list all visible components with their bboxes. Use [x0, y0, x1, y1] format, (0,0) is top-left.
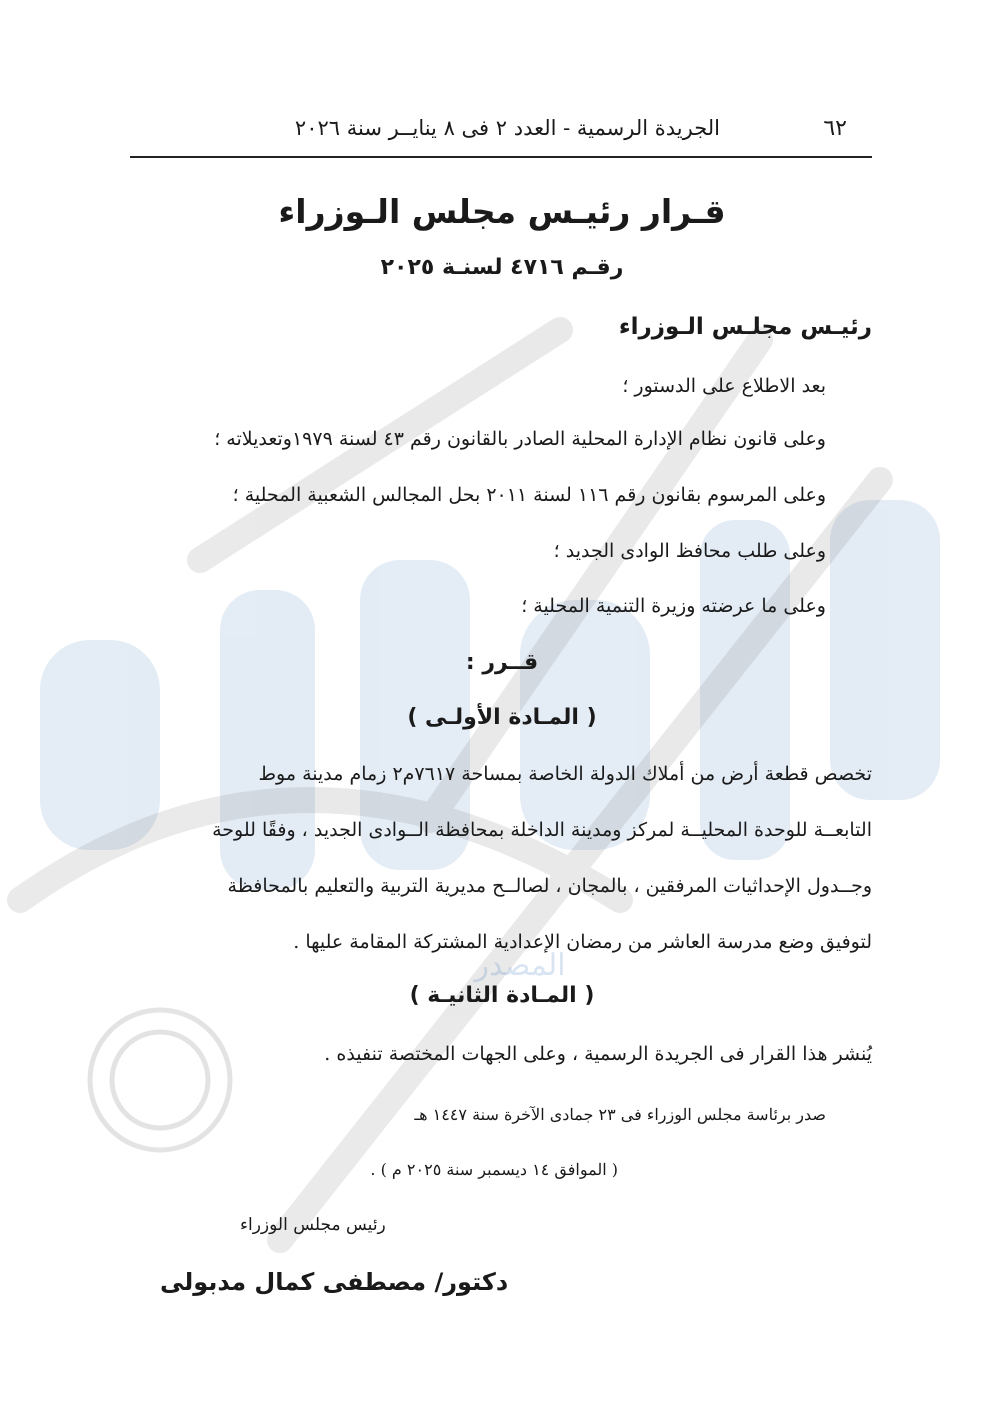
article-1-line: التابعــة للوحدة المحليــة لمركز ومدينة الداخلة بمحافظة الــوادى الجديد ، وفقًا للوحة — [212, 819, 872, 841]
header-rule — [130, 156, 872, 158]
recital-line: وعلى ما عرضته وزيرة التنمية المحلية ؛ — [521, 595, 826, 617]
issued-line: صدر برئاسة مجلس الوزراء فى ٢٣ جمادى الآخرة سنة ١٤٤٧ هـ — [414, 1105, 826, 1124]
recital-line: بعد الاطلاع على الدستور ؛ — [622, 375, 826, 397]
preamble-heading: رئيـس مجلـس الـوزراء — [618, 314, 872, 340]
watermark-letter-shape — [220, 590, 315, 890]
article-1-line: تخصص قطعة أرض من أملاك الدولة الخاصة بمساحة ٧٦١٧م٢ زمام مدينة موط — [258, 763, 872, 785]
watermark-letter-shape — [700, 520, 790, 860]
article-2-text: يُنشر هذا القرار فى الجريدة الرسمية ، وعلى الجهات المختصة تنفيذه . — [324, 1043, 872, 1065]
decided-label: قــرر : — [465, 650, 539, 675]
recital-line: وعلى طلب محافظ الوادى الجديد ؛ — [553, 540, 826, 562]
article-1-heading: ( المـادة الأولـى ) — [407, 705, 597, 730]
ministry-seal — [90, 1010, 230, 1150]
decree-number: رقـم ٤٧١٦ لسنـة ٢٠٢٥ — [380, 255, 624, 280]
article-1-line: لتوفيق وضع مدرسة العاشر من رمضان الإعدادية المشتركة المقامة عليها . — [293, 931, 872, 953]
watermark-swoosh — [280, 480, 880, 1240]
recital-line: وعلى قانون نظام الإدارة المحلية الصادر بالقانون رقم ٤٣ لسنة ١٩٧٩وتعديلاته ؛ — [214, 428, 826, 450]
article-1-line: وجــدول الإحداثيات المرفقين ، بالمجان ، لصالــح مديرية التربية والتعليم بالمحافظة — [227, 875, 872, 897]
watermark-text: المصدر — [474, 949, 566, 982]
page-number: ٦٢ — [823, 116, 847, 141]
issued-gregorian-line: ( الموافق ١٤ ديسمبر سنة ٢٠٢٥ م ) . — [370, 1160, 618, 1179]
decree-title: قـرار رئيـس مجلس الـوزراء — [278, 192, 726, 231]
signature-title: رئيس مجلس الوزراء — [240, 1215, 386, 1235]
watermark-swoosh — [430, 340, 760, 820]
article-2-heading: ( المـادة الثانيـة ) — [409, 983, 595, 1008]
signature-name: دكتور/ مصطفى كمال مدبولى — [160, 1268, 509, 1296]
gazette-header: الجريدة الرسمية - العدد ٢ فى ٨ ينايــر سنة ٢٠٢٦ — [294, 116, 720, 140]
recital-line: وعلى المرسوم بقانون رقم ١١٦ لسنة ٢٠١١ بحل المجالس الشعبية المحلية ؛ — [232, 484, 826, 506]
